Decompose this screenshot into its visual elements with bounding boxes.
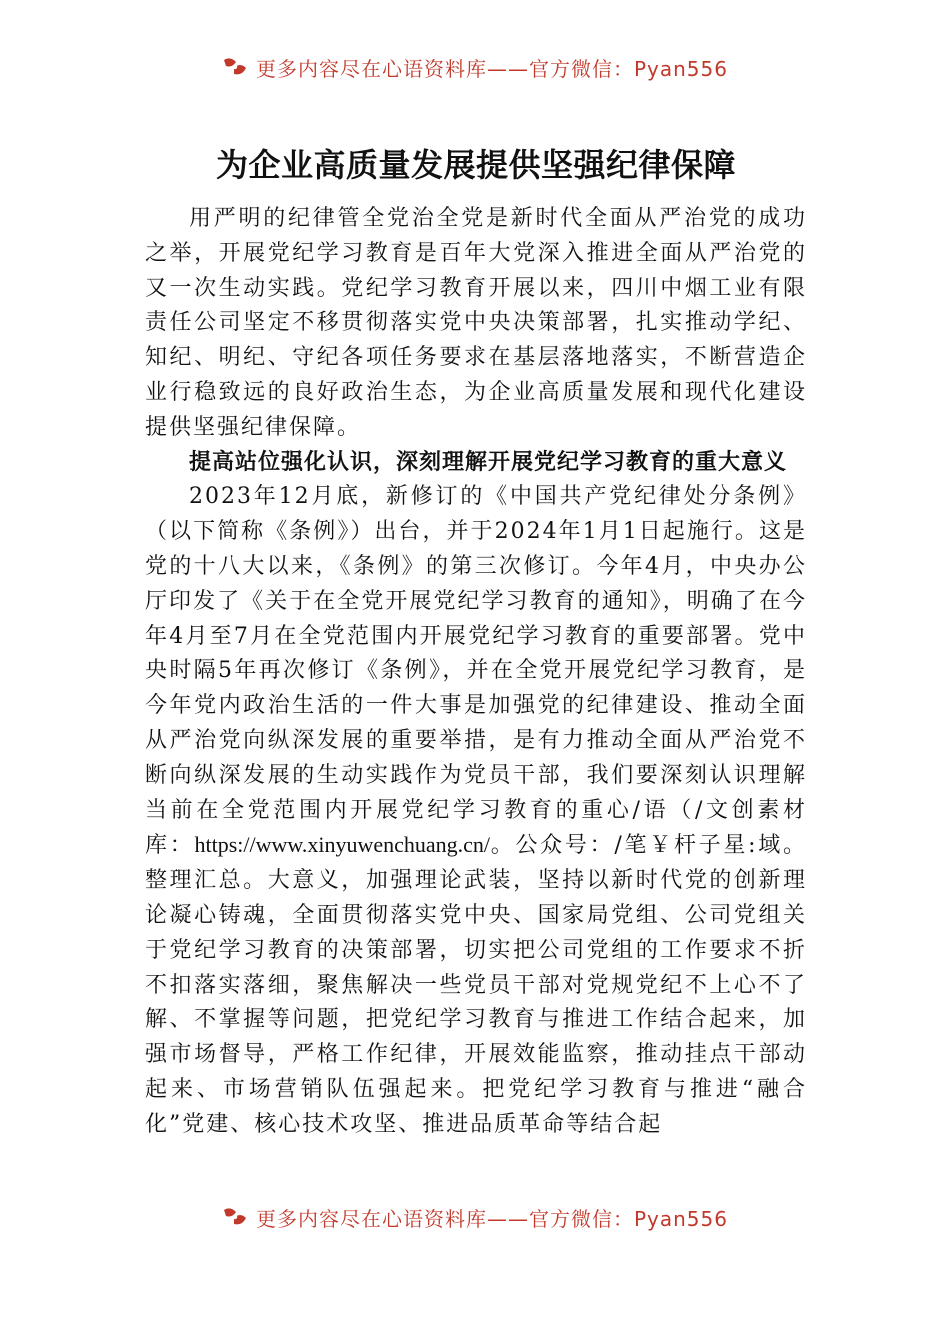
section-heading: 提高站位强化认识，深刻理解开展党纪学习教育的重大意义 [189, 449, 788, 475]
intro-paragraph: 用严明的纪律管全党治全党是新时代全面从严治党的成功之举，开展党纪学习教育是百年大党深入推进全面从严治党的又一次生动实践。党纪学习教育开展以来，四川中烟工业有限责任公司坚定不移贯彻落实党中央决策部署，扎实推动学纪、知纪、明纪、守纪各项任务要求在基层落地落实，不断营造企业行稳致远的良好政治生态，为企业高质量发展和现代化建设提供坚强纪律保障。 [145, 206, 807, 440]
document-body [145, 140, 807, 1143]
body-url: https://www.xinyuwenchuang.cn/ [194, 832, 490, 858]
brand-logo-icon [222, 1206, 248, 1228]
body-paragraph [145, 480, 807, 1142]
footer-banner-text: 更多内容尽在心语资料库——官方微信：Pyan556 [255, 1206, 728, 1231]
footer-banner [0, 1206, 950, 1236]
header-banner [0, 56, 950, 86]
header-banner-text: 更多内容尽在心语资料库——官方微信：Pyan556 [255, 56, 728, 81]
document-title: 为企业高质量发展提供坚强纪律保障 [215, 146, 736, 184]
body-text-part1: 2023年12月底，新修订的《中国共产党纪律处分条例》（以下简称《条例》）出台，并于2024年1月1日起施行。这是党的十八大以来，《条例》的第三次修订。今年4月，中央办公厅印发了《关于在全党开展党纪学习教育的通知》，明确了在今年4月至7月在全党范围内开展党纪学习教育的重要部署。党中央时隔5年再次修订《条例》，并在全党开展党纪学习教育，是今年党内政治生活的一件大事是加强党的纪律建设、推动全面从严治党向纵深发展的重要举措，是有力推动全面从严治党不断向纵深发展的生动实践作为党员干部，我们要深刻认识理解当前在全党范围内开展党纪学习教育的重心/语（/文创素材库： [145, 484, 807, 859]
body-text-part2: 。公众号：/笔￥杆子星:域。整理汇总。大意义，加强理论武装，坚持以新时代党的创新理论凝心铸魂，全面贯彻落实党中央、国家局党组、公司党组关于党纪学习教育的决策部署，切实把公司党组的工作要求不折不扣落实落细，聚焦解决一些党员干部对党规党纪不上心不了解、不掌握等问题，把党纪学习教育与推进工作结合起来，加强市场督导，严格工作纪律，开展效能监察，推动挂点干部动起来、市场营销队伍强起来。把党纪学习教育与推进“融合化”党建、核心技术攻坚、推进品质革命等结合起 [145, 833, 807, 1137]
brand-logo-icon [222, 56, 248, 78]
